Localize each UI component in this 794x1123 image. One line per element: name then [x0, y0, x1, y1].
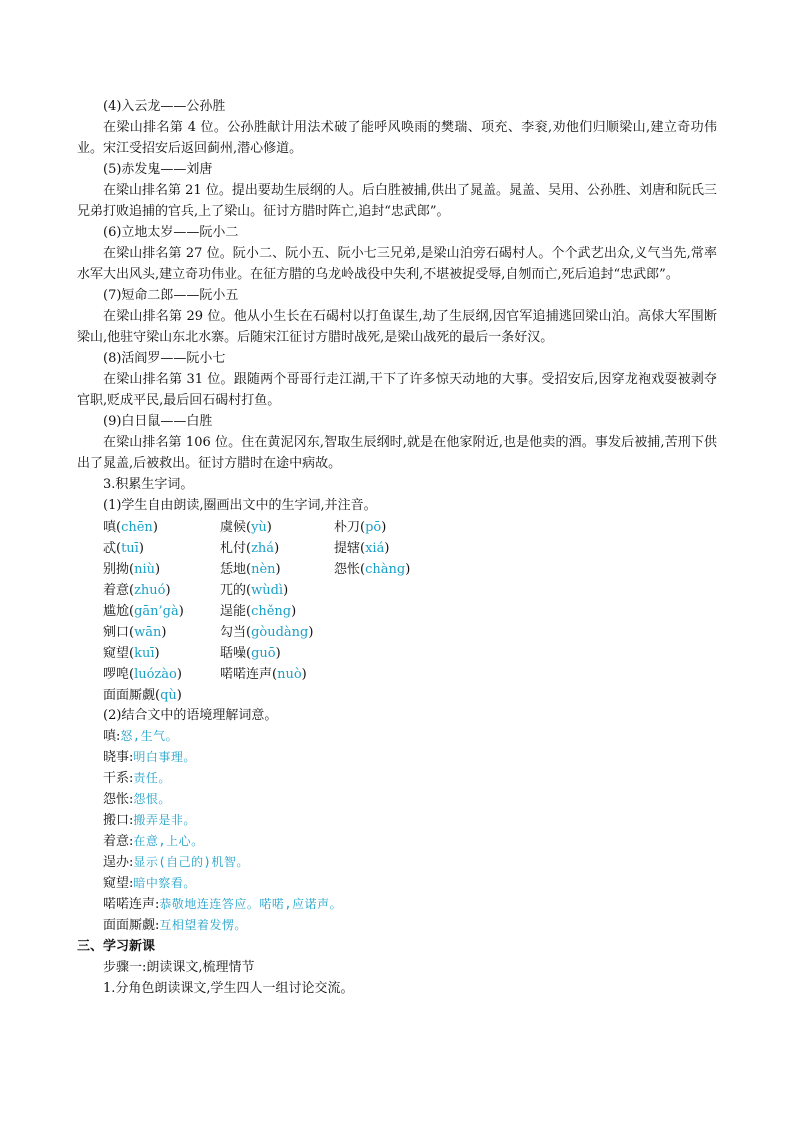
hero-desc-text: 在梁山排名第 21 位。提出要劫生辰纲的人。后白胜被捕,供出了晁盖。晁盖、吴用、公孙胜、刘唐和阮氏三兄弟打败追捕的官兵,上了梁山。征讨方腊时阵亡,追封“忠武郎”。 — [77, 183, 717, 219]
meaning-answer: 责任。 — [133, 771, 171, 785]
hero-title: (7)短命二郎——阮小五 — [103, 288, 239, 303]
vocab-word — [220, 558, 281, 577]
step-item: 1.分角色朗读课文,学生四人一组讨论交流。 — [103, 981, 354, 996]
hero-desc-text: 在梁山排名第 29 位。他从小生长在石碣村以打鱼谋生,劫了生辰纲,因官军追捕逃回梁山泊。高俅大军围断梁山,他驻守梁山东北水寨。后随宋江征讨方腊时战死,是梁山战死的最后一条好汉。 — [77, 309, 717, 345]
document-content — [77, 96, 717, 999]
vocab-pinyin: chàng — [365, 562, 406, 577]
vocab-paren: ) — [283, 583, 289, 598]
vocab-paren: ) — [266, 520, 272, 535]
meaning-word: 面面厮觑: — [103, 918, 160, 933]
meaning-answer: 搬弄是非。 — [133, 813, 196, 827]
vocab-row — [77, 537, 717, 558]
hero-entry — [77, 159, 717, 222]
hero-title: (4)入云龙——公孙胜 — [103, 99, 226, 114]
hero-entry — [77, 348, 717, 411]
step-heading: 步骤一:朗读课文,梳理情节 — [103, 960, 255, 975]
vocab-paren: ) — [138, 541, 144, 556]
meaning-word: 逞办: — [103, 855, 134, 870]
hero-title: (8)活阎罗——阮小七 — [103, 351, 226, 366]
meaning-word: 喏喏连声: — [103, 897, 160, 912]
vocab-row — [77, 558, 717, 579]
vocab-char: 面面厮觑( — [103, 688, 161, 703]
vocab-task-2: (2)结合文中的语境理解词意。 — [103, 708, 278, 723]
vocab-pinyin: zhá — [251, 541, 275, 556]
vocab-char: 啰唣( — [103, 667, 135, 682]
hero-list — [77, 96, 717, 474]
vocab-row — [77, 516, 717, 537]
vocab-word — [220, 663, 307, 682]
vocab-word — [103, 684, 182, 703]
vocab-word — [220, 537, 279, 556]
vocab-pinyin: niù — [134, 562, 155, 577]
vocab-paren: ) — [154, 562, 161, 577]
hero-desc — [77, 180, 717, 222]
vocab-pinyin: zhuó — [134, 583, 166, 598]
meaning-item — [77, 831, 717, 852]
vocab-char: 嗔( — [103, 520, 122, 535]
vocab-word — [220, 600, 296, 619]
vocab-word — [103, 642, 160, 661]
hero-desc-text: 在梁山排名第 4 位。公孙胜献计用法术破了能呼风唤雨的樊瑞、项充、李衮,劝他们归顺梁山,建立奇功伟业。宋江受招安后返回蓟州,潜心修道。 — [77, 120, 717, 156]
vocab-char: 尴尬( — [103, 604, 135, 619]
vocab-char: 虞候( — [220, 520, 252, 535]
vocab-pinyin: nèn — [251, 562, 276, 577]
hero-desc — [77, 243, 717, 285]
hero-desc-text: 在梁山排名第 106 位。住在黄泥冈东,智取生辰纲时,就是在他家附近,也是他卖的酒。事发后被捕,苦刑下供出了晁盖,后被救出。征讨方腊时在途中病故。 — [77, 435, 717, 471]
vocab-char: 着意( — [103, 583, 135, 598]
vocab-char: 恁地( — [220, 562, 252, 577]
meaning-item — [77, 915, 717, 936]
hero-desc-text: 在梁山排名第 27 位。阮小二、阮小五、阮小七三兄弟,是梁山泊旁石碣村人。个个武艺出众,义气当先,常率水军大出风头,建立奇功伟业。在征方腊的乌龙岭战役中失利,不堪被捉受辱,自刎而亡,死后追封“忠武郎”。 — [77, 246, 717, 282]
vocab-paren: ) — [154, 646, 160, 661]
vocab-pinyin: chēn — [121, 520, 153, 535]
meaning-item — [77, 726, 717, 747]
vocab-word — [103, 663, 182, 682]
vocab-char: 怨怅( — [334, 562, 366, 577]
vocab-row — [77, 579, 717, 600]
hero-title: (5)赤发鬼——刘唐 — [103, 162, 213, 177]
meaning-word: 干系: — [103, 771, 134, 786]
vocab-word — [220, 516, 272, 535]
vocab-row — [77, 684, 717, 705]
vocab-word — [334, 558, 410, 577]
vocab-char: 窥望( — [103, 646, 135, 661]
vocab-paren: ) — [274, 541, 280, 556]
hero-entry — [77, 411, 717, 474]
hero-desc — [77, 117, 717, 159]
vocab-paren: ) — [161, 625, 167, 640]
meaning-answer: 互相望着发愣。 — [159, 918, 247, 932]
vocab-word — [103, 579, 171, 598]
vocab-paren: ) — [152, 520, 158, 535]
vocab-paren: ) — [165, 583, 171, 598]
vocab-grid — [77, 516, 717, 705]
meaning-item — [77, 894, 717, 915]
vocab-paren: ) — [384, 541, 390, 556]
meaning-word: 着意: — [103, 834, 134, 849]
vocab-char: 别拗( — [103, 562, 135, 577]
vocab-row — [77, 621, 717, 642]
vocab-char: 札付( — [220, 541, 252, 556]
vocab-paren: ) — [176, 667, 182, 682]
vocab-char: 喏喏连声( — [220, 667, 278, 682]
vocab-paren: ) — [275, 646, 281, 661]
vocab-word — [103, 621, 166, 640]
vocab-char: 朴刀( — [334, 520, 366, 535]
vocab-pinyin: gān’gà — [134, 604, 179, 619]
vocab-word — [334, 537, 389, 556]
meaning-item — [77, 810, 717, 831]
vocab-pinyin: kuī — [134, 646, 155, 661]
meaning-item — [77, 789, 717, 810]
meaning-item — [77, 747, 717, 768]
vocab-char: 勾当( — [220, 625, 252, 640]
vocab-pinyin: pō — [365, 520, 382, 535]
vocab-heading: 3.积累生字词。 — [103, 477, 194, 492]
vocab-pinyin: guō — [251, 646, 276, 661]
vocab-pinyin: gòudàng — [251, 625, 309, 640]
vocab-word — [334, 516, 386, 535]
meaning-answer: 显示(自己的)机智。 — [133, 855, 249, 869]
vocab-row — [77, 600, 717, 621]
vocab-pinyin: yù — [251, 520, 267, 535]
vocab-pinyin: nuò — [277, 667, 302, 682]
vocab-paren: ) — [381, 520, 387, 535]
vocab-pinyin: xiá — [365, 541, 385, 556]
hero-entry — [77, 222, 717, 285]
vocab-paren: ) — [178, 604, 184, 619]
section-heading: 三、学习新课 — [77, 939, 156, 954]
vocab-char: 忒( — [103, 541, 122, 556]
meaning-list — [77, 726, 717, 936]
meaning-word: 嗔: — [103, 729, 121, 744]
vocab-pinyin: wān — [134, 625, 162, 640]
vocab-pinyin: qù — [160, 688, 177, 703]
meaning-word: 窥望: — [103, 876, 134, 891]
vocab-char: 兀的( — [220, 583, 252, 598]
hero-desc — [77, 432, 717, 474]
vocab-task-1: (1)学生自由朗读,圈画出文中的生字词,并注音。 — [103, 498, 377, 513]
meaning-answer: 恭敬地连连答应。喏喏,应诺声。 — [159, 897, 343, 911]
hero-desc — [77, 369, 717, 411]
vocab-paren: ) — [176, 688, 182, 703]
meaning-word: 晓事: — [103, 750, 134, 765]
meaning-answer: 怨恨。 — [133, 792, 171, 806]
vocab-pinyin: tuī — [121, 541, 139, 556]
vocab-word — [220, 579, 288, 598]
vocab-pinyin: chěng — [251, 604, 292, 619]
meaning-word: 搬口: — [103, 813, 134, 828]
vocab-row — [77, 642, 717, 663]
hero-title: (6)立地太岁——阮小二 — [103, 225, 239, 240]
vocab-word — [103, 537, 144, 556]
meaning-answer: 在意,上心。 — [133, 834, 204, 848]
vocab-paren: ) — [308, 625, 314, 640]
vocab-paren: ) — [405, 562, 411, 577]
meaning-answer: 暗中察看。 — [133, 876, 196, 890]
vocab-paren: ) — [291, 604, 297, 619]
meaning-item — [77, 852, 717, 873]
hero-title: (9)白日鼠——白胜 — [103, 414, 213, 429]
vocab-char: 提辖( — [334, 541, 366, 556]
vocab-char: 聒噪( — [220, 646, 252, 661]
vocab-pinyin: luózào — [134, 667, 177, 682]
vocab-paren: ) — [275, 562, 281, 577]
vocab-word — [103, 516, 158, 535]
meaning-item — [77, 768, 717, 789]
meaning-word: 怨怅: — [103, 792, 134, 807]
vocab-word — [103, 558, 160, 577]
vocab-paren: ) — [301, 667, 307, 682]
hero-desc — [77, 306, 717, 348]
hero-entry — [77, 96, 717, 159]
meaning-item — [77, 873, 717, 894]
vocab-row — [77, 663, 717, 684]
vocab-char: 逞能( — [220, 604, 252, 619]
hero-entry — [77, 285, 717, 348]
vocab-char: 剜口( — [103, 625, 135, 640]
vocab-word — [220, 621, 313, 640]
meaning-answer: 明白事理。 — [133, 750, 196, 764]
hero-desc-text: 在梁山排名第 31 位。跟随两个哥哥行走江湖,干下了许多惊天动地的大事。受招安后,因穿龙袍戏耍被剥夺官职,贬成平民,最后回石碣村打鱼。 — [77, 372, 717, 408]
vocab-word — [220, 642, 281, 661]
vocab-word — [103, 600, 184, 619]
meaning-answer: 怒,生气。 — [120, 729, 179, 743]
vocab-pinyin: wùdì — [251, 583, 284, 598]
